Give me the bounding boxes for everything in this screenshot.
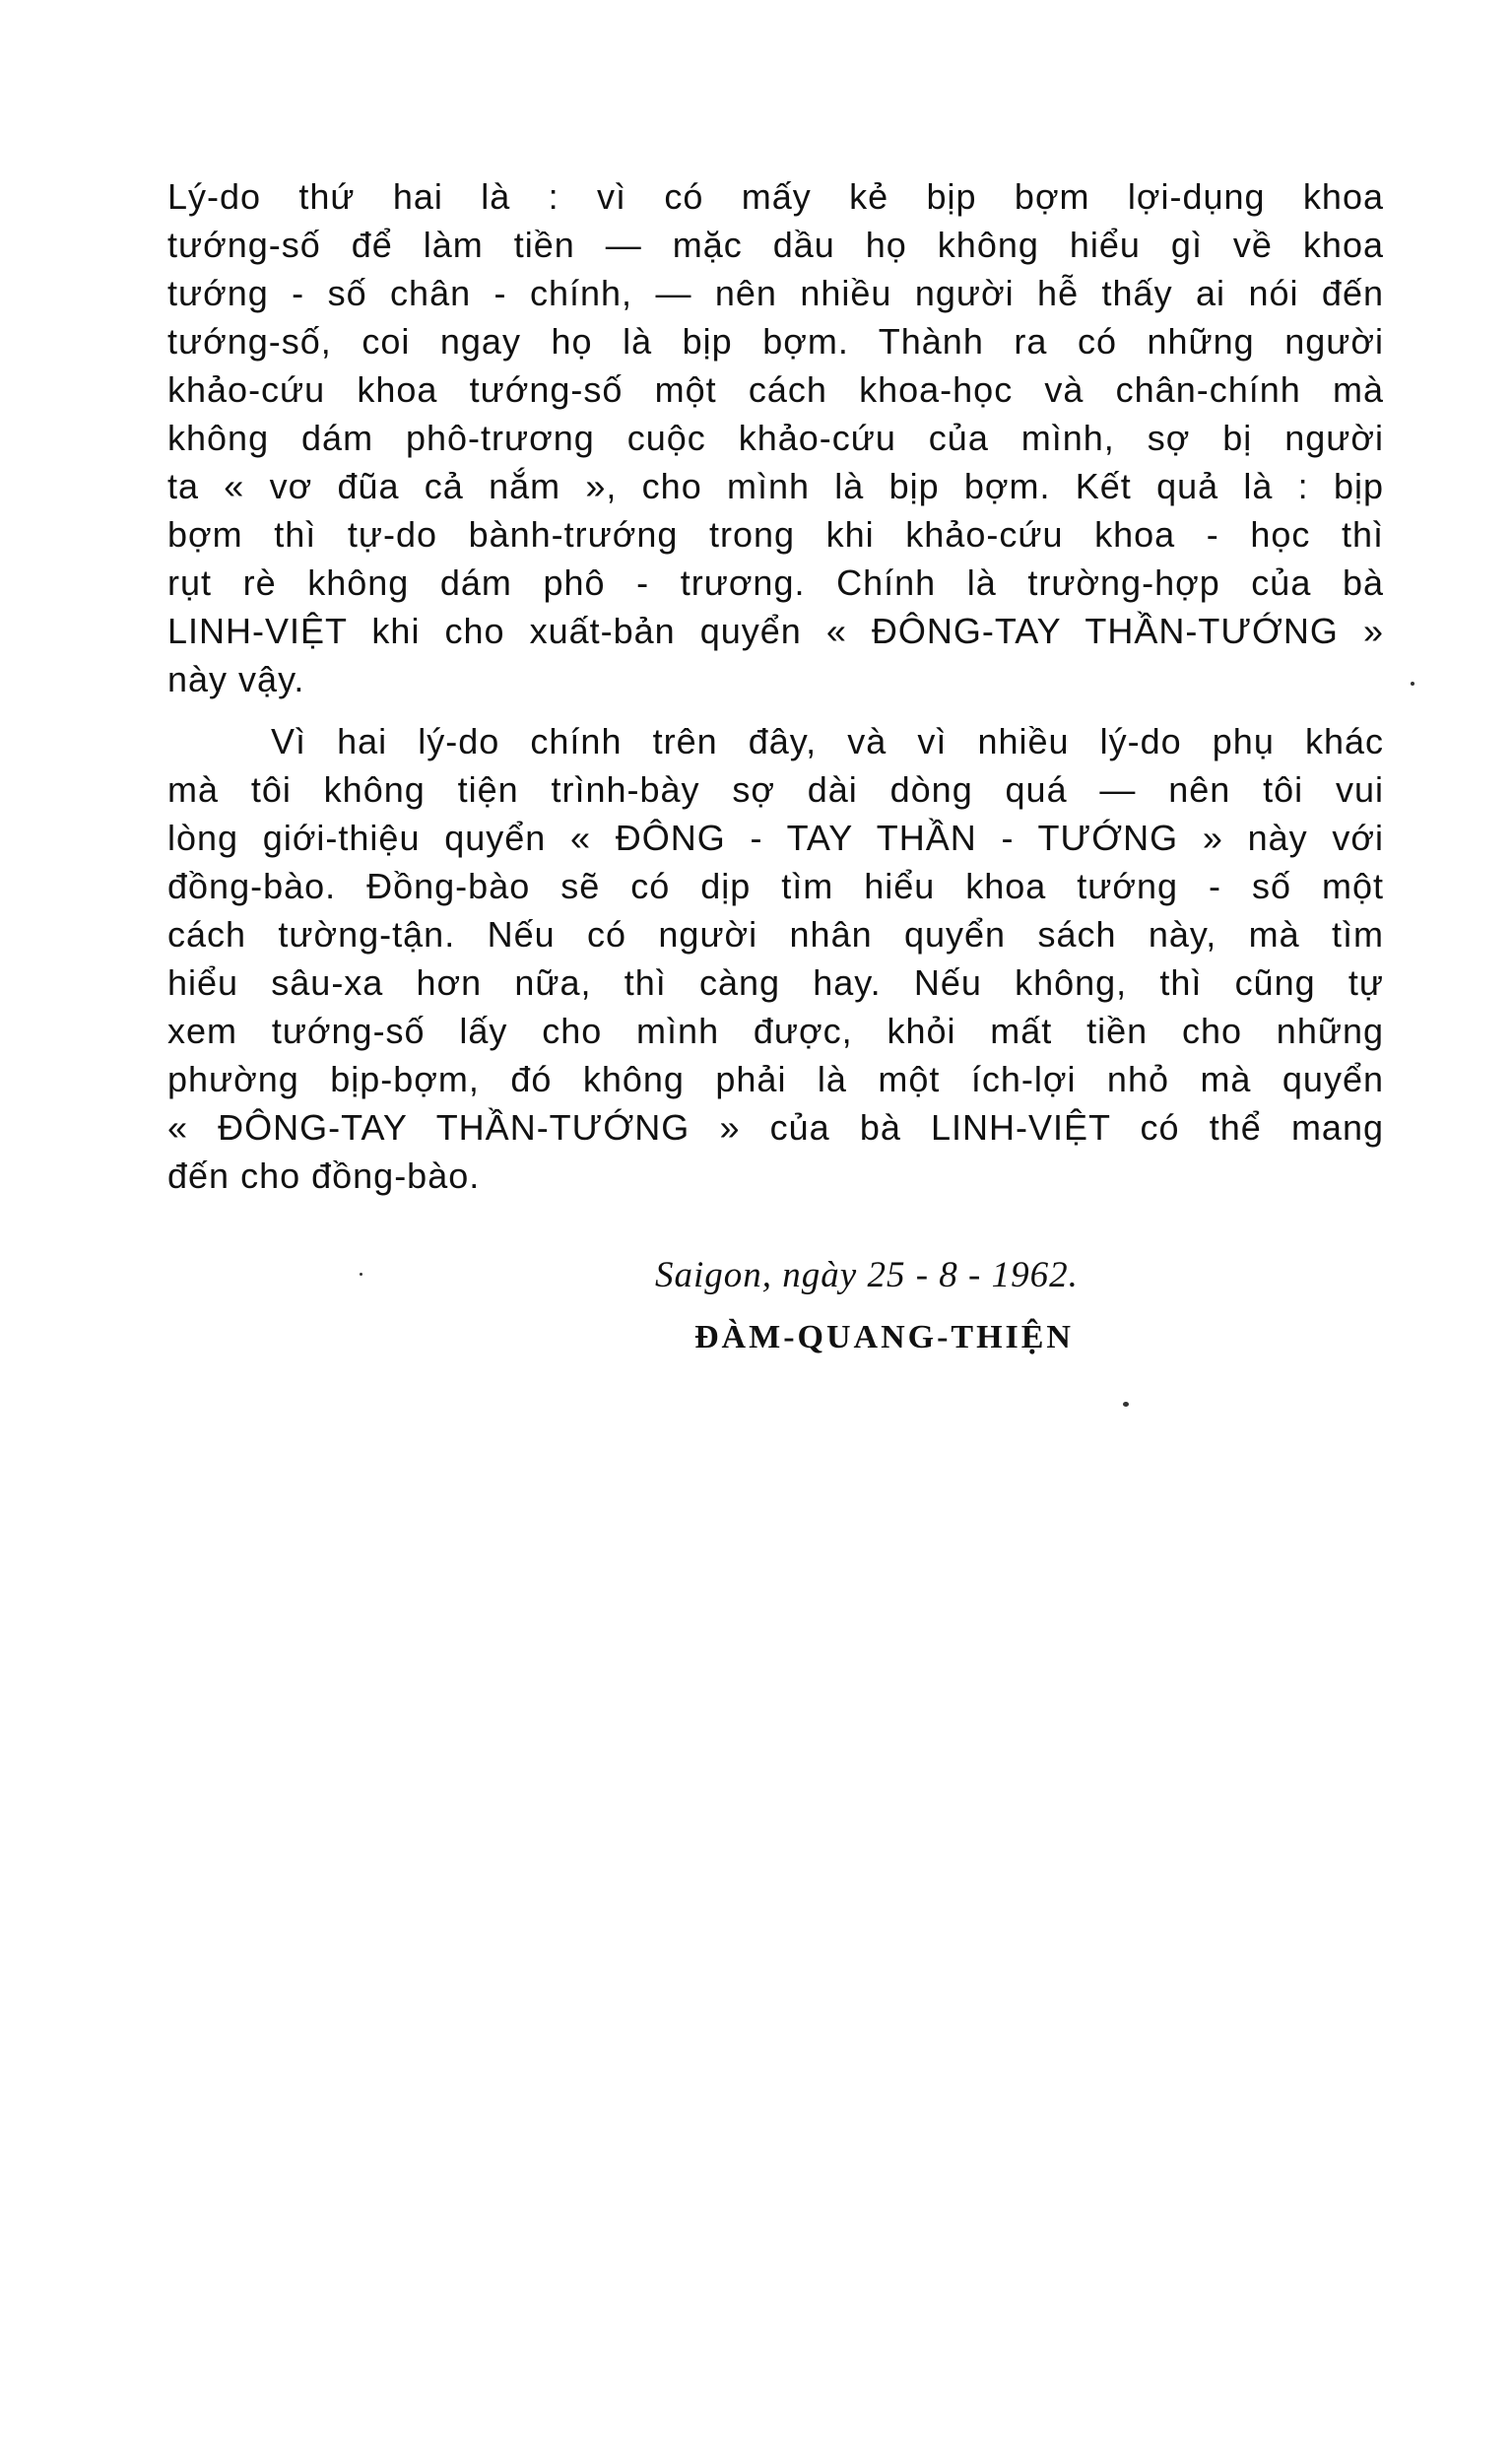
text-line: tướng-số để làm tiền — mặc dầu họ không hiểu gì về khoa	[167, 225, 1384, 265]
print-speck	[1411, 682, 1414, 686]
text-line: xem tướng-số lấy cho mình được, khỏi mất tiền cho những	[167, 1011, 1384, 1051]
print-speck	[1123, 1402, 1129, 1407]
text-line: đến cho đồng-bào.	[167, 1155, 481, 1196]
signature-name: ĐÀM-QUANG-THIỆN	[694, 1319, 1074, 1355]
text-line: lòng giới-thiệu quyển « ĐÔNG - TAY THẦN - TƯỚNG » này với	[167, 818, 1384, 858]
text-line: tướng-số, coi ngay họ là bịp bợm. Thành ra có những người	[167, 321, 1384, 362]
text-line: phường bịp-bợm, đó không phải là một ích-lợi nhỏ mà quyển	[167, 1059, 1384, 1099]
paragraph-1	[167, 172, 1384, 703]
print-speck	[360, 1273, 362, 1276]
text-line: hiểu sâu-xa hơn nữa, thì càng hay. Nếu không, thì cũng tự	[167, 962, 1384, 1003]
text-line: ta « vơ đũa cả nắm », cho mình là bịp bợm. Kết quả là : bịp	[167, 466, 1384, 506]
text-line: Vì hai lý-do chính trên đây, và vì nhiều lý-do phụ khác	[271, 721, 1384, 761]
signature-place-date: Saigon, ngày 25 - 8 - 1962.	[655, 1255, 1079, 1295]
text-line: tướng - số chân - chính, — nên nhiều người hễ thấy ai nói đến	[167, 273, 1384, 313]
paragraph-2	[167, 717, 1384, 1200]
text-line: « ĐÔNG-TAY THẦN-TƯỚNG » của bà LINH-VIỆT có thể mang	[167, 1107, 1384, 1148]
text-line: mà tôi không tiện trình-bày sợ dài dòng quá — nên tôi vui	[167, 769, 1384, 810]
text-line: này vậy.	[167, 659, 305, 699]
text-line: không dám phô-trương cuộc khảo-cứu của mình, sợ bị người	[167, 418, 1384, 458]
text-line: cách tường-tận. Nếu có người nhân quyển sách này, mà tìm	[167, 914, 1384, 955]
text-line: Lý-do thứ hai là : vì có mấy kẻ bịp bợm lợi-dụng khoa	[167, 176, 1384, 217]
text-line: rụt rè không dám phô - trương. Chính là trường-hợp của bà	[167, 562, 1384, 603]
text-line: LINH-VIỆT khi cho xuất-bản quyển « ĐÔNG-TAY THẦN-TƯỚNG »	[167, 611, 1384, 651]
text-line: đồng-bào. Đồng-bào sẽ có dịp tìm hiểu khoa tướng - số một	[167, 866, 1384, 906]
text-line: khảo-cứu khoa tướng-số một cách khoa-học và chân-chính mà	[167, 369, 1384, 410]
text-line: bợm thì tự-do bành-trướng trong khi khảo-cứu khoa - học thì	[167, 514, 1384, 555]
